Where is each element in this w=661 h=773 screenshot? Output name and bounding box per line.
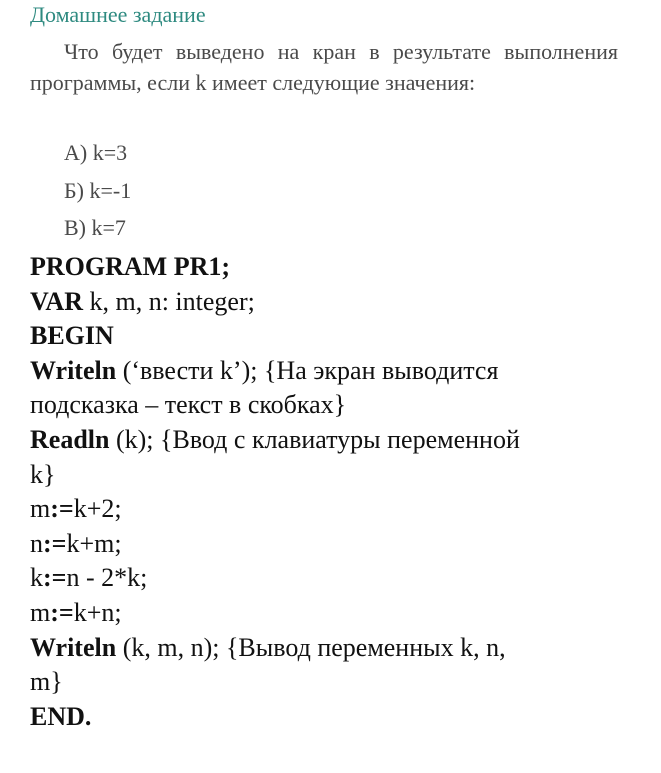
assign-operator: := [43, 563, 67, 593]
writeln-prompt-args: (‘ввести k’); {На экран выводится [116, 355, 499, 385]
option-c: В) k=7 [64, 215, 126, 240]
option-b: Б) k=-1 [64, 178, 132, 203]
code-line-assign-m1 [30, 492, 630, 527]
comment-text: подсказка – текст в скобках} [30, 390, 347, 420]
assign-target: m [30, 597, 51, 627]
code-line-readln-continuation [30, 458, 630, 493]
assign-operator: := [43, 528, 67, 558]
keyword-readln: Readln [30, 424, 110, 454]
comment-text: m} [30, 667, 63, 697]
question-text: Что будет выведено на кран в результате выполнения программы, если k имеет следующие значения: [30, 39, 618, 95]
code-line-var [30, 285, 630, 320]
option-a: А) k=3 [64, 140, 128, 165]
assign-expression: k+n; [73, 597, 122, 627]
keyword-program: PROGRAM PR1; [30, 252, 231, 281]
code-line-program [30, 250, 630, 285]
assign-operator: := [50, 597, 74, 627]
keyword-end: END. [30, 701, 92, 731]
assign-target: m [30, 494, 51, 524]
var-declaration: k, m, n: integer; [82, 286, 255, 316]
code-line-assign-n [30, 527, 630, 562]
code-line-assign-m2 [30, 596, 630, 631]
keyword-writeln: Writeln [30, 632, 117, 662]
code-line-writeln-output [30, 631, 630, 666]
assign-expression: n - 2*k; [66, 563, 148, 593]
readln-args: (k); {Ввод с клавиатуры переменной [109, 424, 520, 454]
assign-target: k [30, 563, 43, 593]
assign-target: n [30, 528, 43, 558]
writeln-output-args: (k, m, n); {Вывод переменных k, n, [116, 632, 506, 662]
keyword-begin: BEGIN [30, 321, 114, 351]
code-line-end [30, 700, 630, 735]
page-title: Домашнее задание [30, 2, 206, 27]
program-code [30, 250, 630, 734]
keyword-var: VAR [30, 286, 83, 316]
code-line-writeln-prompt [30, 354, 630, 389]
code-line-begin [30, 319, 630, 354]
code-line-readln [30, 423, 630, 458]
keyword-writeln: Writeln [30, 355, 117, 385]
code-line-assign-k [30, 561, 630, 596]
assign-expression: k+2; [73, 494, 122, 524]
comment-text: k} [30, 459, 56, 489]
assign-operator: := [50, 494, 74, 524]
code-line-writeln-continuation [30, 665, 630, 700]
code-line-comment-continuation [30, 388, 630, 423]
assign-expression: k+m; [66, 528, 122, 558]
